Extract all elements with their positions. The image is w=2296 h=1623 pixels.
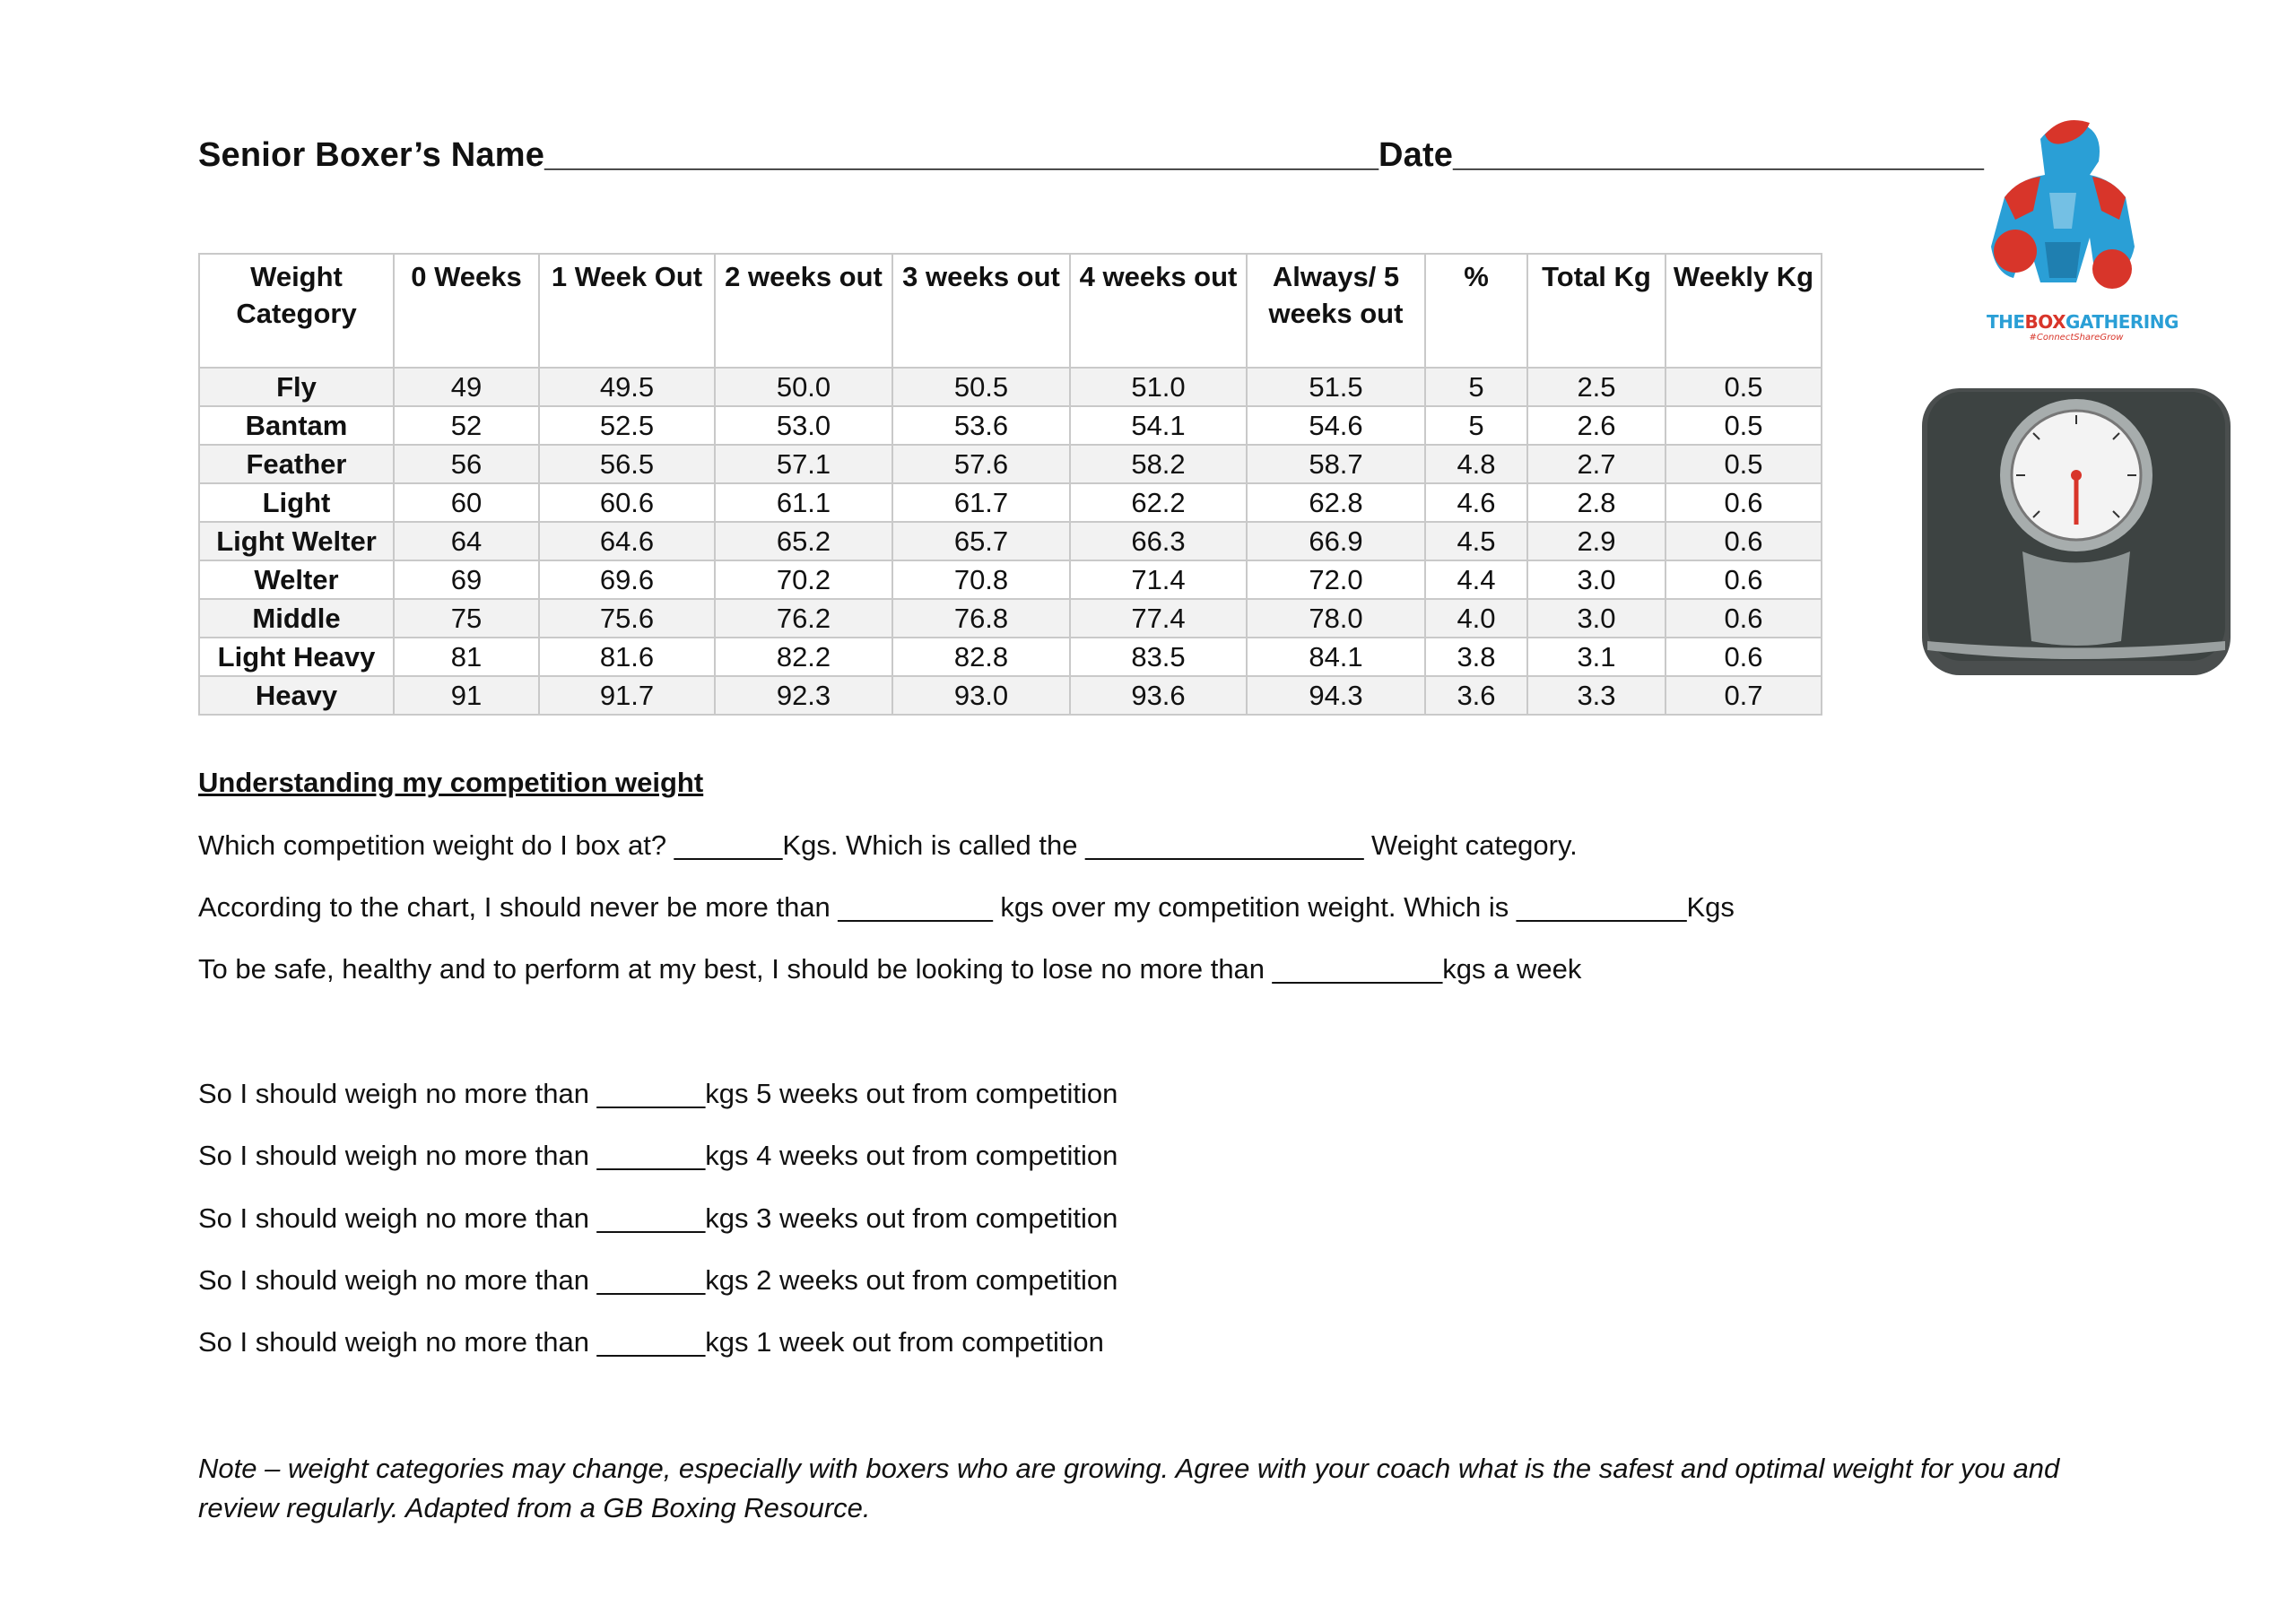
weight-value-cell: 81: [394, 638, 539, 676]
weigh-3-weeks: So I should weigh no more than _______kgs 3 weeks out from competition: [198, 1202, 1118, 1234]
weight-value-cell: 4.8: [1425, 445, 1527, 483]
weight-value-cell: 5: [1425, 406, 1527, 445]
column-header: 0 Weeks: [394, 254, 539, 368]
weight-value-cell: 2.8: [1527, 483, 1665, 522]
note-text: Note – weight categories may change, especially with boxers who are growing. Agree with your coach what is the safest and optimal weight for you and review regularly. Adapted from a GB Boxing Resource.: [198, 1453, 2060, 1523]
weight-value-cell: 83.5: [1070, 638, 1247, 676]
header-line: [198, 136, 1984, 175]
weight-value-cell: 76.2: [715, 599, 892, 638]
weight-value-cell: 60: [394, 483, 539, 522]
column-header: 4 weeks out: [1070, 254, 1247, 368]
weight-category-cell: Light: [199, 483, 394, 522]
weight-value-cell: 56.5: [539, 445, 715, 483]
weight-value-cell: 58.7: [1247, 445, 1425, 483]
table-row: [199, 406, 1822, 445]
weight-value-cell: 51.0: [1070, 368, 1247, 406]
weight-value-cell: 62.2: [1070, 483, 1247, 522]
weight-value-cell: 77.4: [1070, 599, 1247, 638]
weight-value-cell: 93.0: [892, 676, 1070, 715]
column-header: Weekly Kg: [1665, 254, 1822, 368]
weight-value-cell: 70.2: [715, 560, 892, 599]
column-header: Total Kg: [1527, 254, 1665, 368]
weight-value-cell: 53.0: [715, 406, 892, 445]
weight-value-cell: 4.5: [1425, 522, 1527, 560]
weight-value-cell: 0.5: [1665, 406, 1822, 445]
weight-value-cell: 49.5: [539, 368, 715, 406]
weigh-4-weeks: So I should weigh no more than _______kgs 4 weeks out from competition: [198, 1140, 1118, 1171]
weight-value-cell: 64.6: [539, 522, 715, 560]
weigh-5-weeks: So I should weigh no more than _______kgs 5 weeks out from competition: [198, 1078, 1118, 1109]
weight-value-cell: 52: [394, 406, 539, 445]
weight-category-cell: Feather: [199, 445, 394, 483]
table-row: [199, 445, 1822, 483]
weight-value-cell: 60.6: [539, 483, 715, 522]
box-gathering-logo-icon: [1978, 112, 2179, 336]
weight-value-cell: 50.5: [892, 368, 1070, 406]
weight-value-cell: 82.2: [715, 638, 892, 676]
weight-value-cell: 3.0: [1527, 599, 1665, 638]
weight-category-cell: Middle: [199, 599, 394, 638]
weight-value-cell: 72.0: [1247, 560, 1425, 599]
weight-value-cell: 82.8: [892, 638, 1070, 676]
weight-value-cell: 0.5: [1665, 445, 1822, 483]
question-competition-weight: Which competition weight do I box at? _______Kgs. Which is called the __________________ Weight category.: [198, 829, 1578, 861]
section-title: Understanding my competition weight: [198, 767, 704, 798]
weight-value-cell: 91.7: [539, 676, 715, 715]
weight-category-cell: Heavy: [199, 676, 394, 715]
weigh-1-week: So I should weigh no more than _______kgs 1 week out from competition: [198, 1326, 1104, 1358]
weight-category-cell: Fly: [199, 368, 394, 406]
table-body: [199, 368, 1822, 715]
weight-value-cell: 4.6: [1425, 483, 1527, 522]
weight-value-cell: 64: [394, 522, 539, 560]
table-row: [199, 676, 1822, 715]
column-header: Weight Category: [199, 254, 394, 368]
weight-value-cell: 70.8: [892, 560, 1070, 599]
weight-value-cell: 78.0: [1247, 599, 1425, 638]
weight-value-cell: 54.6: [1247, 406, 1425, 445]
weight-value-cell: 56: [394, 445, 539, 483]
weight-value-cell: 50.0: [715, 368, 892, 406]
weight-table: [198, 253, 1822, 716]
weight-value-cell: 0.6: [1665, 599, 1822, 638]
weight-value-cell: 71.4: [1070, 560, 1247, 599]
weight-value-cell: 5: [1425, 368, 1527, 406]
weight-value-cell: 81.6: [539, 638, 715, 676]
weight-value-cell: 0.7: [1665, 676, 1822, 715]
weight-value-cell: 69.6: [539, 560, 715, 599]
weight-value-cell: 0.6: [1665, 638, 1822, 676]
table-row: [199, 522, 1822, 560]
weight-value-cell: 3.0: [1527, 560, 1665, 599]
table-row: [199, 368, 1822, 406]
weight-value-cell: 3.3: [1527, 676, 1665, 715]
boxer-name-blank[interactable]: ____________________________________________: [544, 136, 1378, 174]
question-weekly-loss: To be safe, healthy and to perform at my best, I should be looking to lose no more than ___________kgs a week: [198, 953, 1582, 985]
weight-value-cell: 51.5: [1247, 368, 1425, 406]
weight-value-cell: 76.8: [892, 599, 1070, 638]
weight-category-cell: Bantam: [199, 406, 394, 445]
weight-value-cell: 2.9: [1527, 522, 1665, 560]
weight-value-cell: 49: [394, 368, 539, 406]
column-header: Always/ 5 weeks out: [1247, 254, 1425, 368]
weight-value-cell: 94.3: [1247, 676, 1425, 715]
weight-value-cell: 62.8: [1247, 483, 1425, 522]
weight-value-cell: 61.1: [715, 483, 892, 522]
weight-value-cell: 91: [394, 676, 539, 715]
weight-value-cell: 52.5: [539, 406, 715, 445]
weight-category-cell: Welter: [199, 560, 394, 599]
weight-value-cell: 66.3: [1070, 522, 1247, 560]
weight-value-cell: 66.9: [1247, 522, 1425, 560]
weight-value-cell: 84.1: [1247, 638, 1425, 676]
column-header: %: [1425, 254, 1527, 368]
weight-value-cell: 93.6: [1070, 676, 1247, 715]
weight-value-cell: 53.6: [892, 406, 1070, 445]
table-row: [199, 560, 1822, 599]
weight-value-cell: 57.1: [715, 445, 892, 483]
weigh-2-weeks: So I should weigh no more than _______kgs 2 weeks out from competition: [198, 1264, 1118, 1296]
table-header-row: [199, 254, 1822, 368]
weight-value-cell: 92.3: [715, 676, 892, 715]
date-blank[interactable]: ____________________________: [1453, 136, 1984, 174]
table-row: [199, 599, 1822, 638]
boxer-name-label: Senior Boxer’s Name: [198, 136, 545, 174]
weight-value-cell: 0.6: [1665, 483, 1822, 522]
weight-value-cell: 61.7: [892, 483, 1070, 522]
weight-value-cell: 57.6: [892, 445, 1070, 483]
weight-value-cell: 0.5: [1665, 368, 1822, 406]
weight-value-cell: 58.2: [1070, 445, 1247, 483]
weight-value-cell: 3.8: [1425, 638, 1527, 676]
weight-category-cell: Light Heavy: [199, 638, 394, 676]
table-row: [199, 483, 1822, 522]
weight-value-cell: 2.5: [1527, 368, 1665, 406]
weight-value-cell: 0.6: [1665, 522, 1822, 560]
weight-value-cell: 54.1: [1070, 406, 1247, 445]
weight-value-cell: 75.6: [539, 599, 715, 638]
weight-value-cell: 4.0: [1425, 599, 1527, 638]
weight-value-cell: 3.6: [1425, 676, 1527, 715]
weight-category-cell: Light Welter: [199, 522, 394, 560]
weight-value-cell: 65.7: [892, 522, 1070, 560]
logo-tagline: #ConnectShareGrow: [2029, 333, 2124, 343]
weight-value-cell: 2.7: [1527, 445, 1665, 483]
weight-value-cell: 3.1: [1527, 638, 1665, 676]
table-row: [199, 638, 1822, 676]
column-header: 3 weeks out: [892, 254, 1070, 368]
weight-value-cell: 0.6: [1665, 560, 1822, 599]
weight-value-cell: 69: [394, 560, 539, 599]
question-max-over: According to the chart, I should never be more than __________ kgs over my competition weight. Which is ___________Kgs: [198, 891, 1735, 923]
weight-value-cell: 4.4: [1425, 560, 1527, 599]
bathroom-scale-icon: [1915, 381, 2238, 681]
logo-wordmark: THEBOXGATHERING: [1987, 311, 2179, 333]
column-header: 2 weeks out: [715, 254, 892, 368]
date-label: Date: [1378, 136, 1454, 174]
weight-value-cell: 75: [394, 599, 539, 638]
weight-value-cell: 2.6: [1527, 406, 1665, 445]
weight-value-cell: 65.2: [715, 522, 892, 560]
column-header: 1 Week Out: [539, 254, 715, 368]
